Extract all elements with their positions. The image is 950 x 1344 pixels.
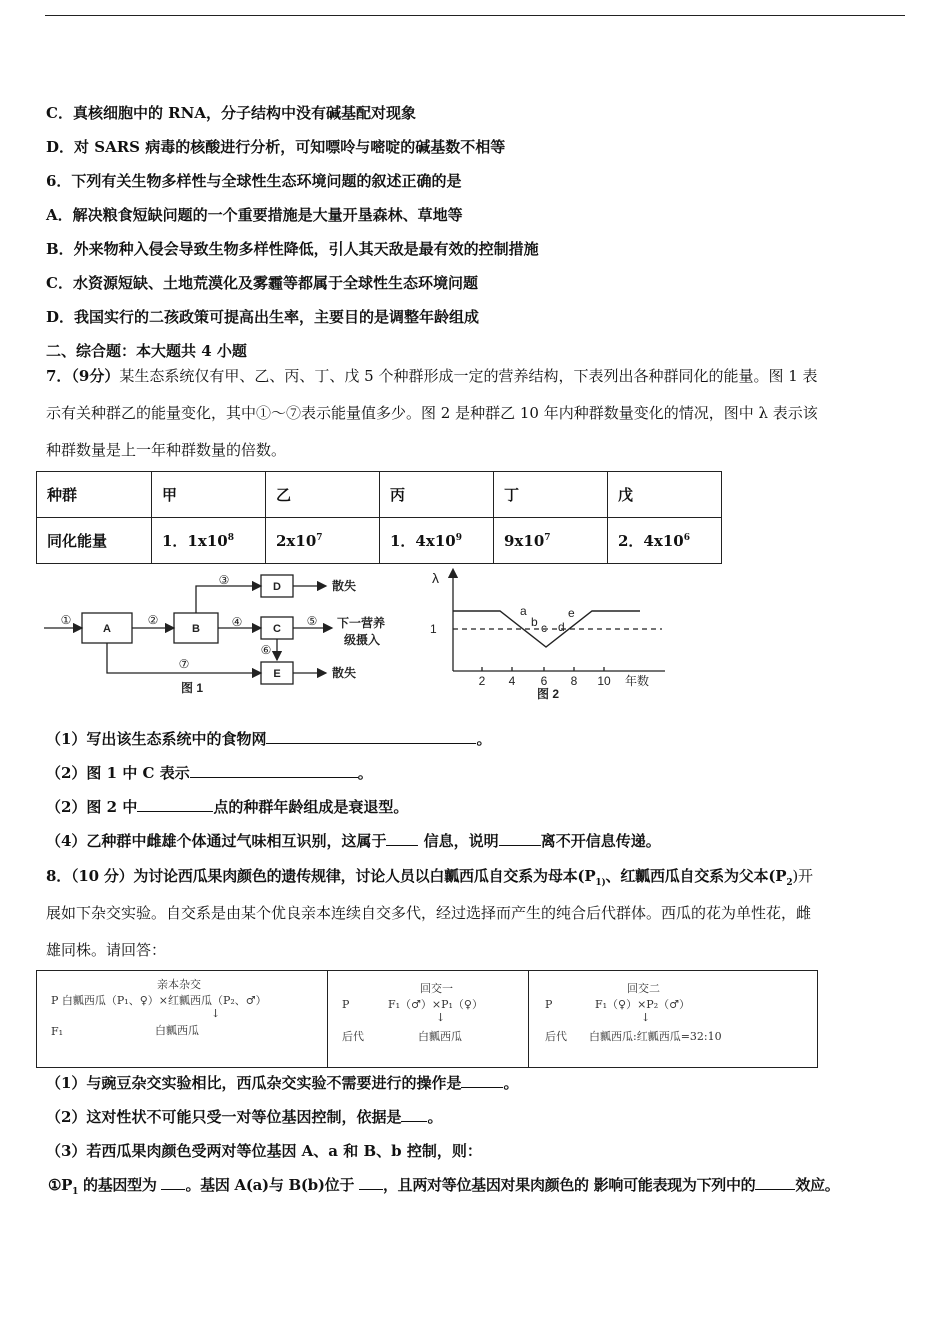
q7-sub4-end: 离不开信息传递。 [540,832,661,850]
cross1-title: 亲本杂交 [157,978,201,991]
table-cell [266,518,380,564]
q8-stem-line1 [46,866,813,893]
cross1-arrow: ↓ [211,1007,221,1020]
cross1-f1-label: F₁ [51,1025,64,1038]
point-c: c [541,621,547,635]
fig1-caption: 图 1 [180,681,204,695]
circle-4: ④ [231,615,243,629]
x-tick: 10 [597,674,611,688]
q8-sub2 [46,1107,442,1127]
answer-blank [359,1175,383,1190]
circle-7: ⑦ [178,657,190,671]
q8-sub3a-text-1: 的基因型为 [78,1176,162,1194]
table-cell: 丁 [494,472,608,518]
q7-sub3-end: 点的种群年龄组成是衰退型。 [213,798,409,816]
x-tick: 2 [478,674,486,688]
answer-blank [190,763,358,778]
energy-exponent: 7 [544,532,551,543]
q7-sub2 [46,763,373,783]
q7-sub2-text: （2）图 1 中 C 表示 [46,764,190,782]
cross3-offspring-label: 后代 [545,1030,567,1043]
table-row [37,518,722,564]
header-rule [45,15,905,16]
next-level-label-1: 下一营养 [337,616,386,630]
q7-sub4 [46,831,661,851]
table-cell [608,518,722,564]
cross3-title: 回交二 [627,982,660,995]
cross2-arrow: ↓ [436,1011,446,1024]
q8-stem-line3: 雄同株。请回答： [46,941,167,959]
q8-sub2-text: （2）这对性状不可能只受一对等位基因控制，依据是 [46,1108,402,1126]
q8-sub3a-text: ①P [48,1176,73,1194]
cross-diagram [36,970,818,1068]
energy-exponent: 9 [455,533,462,543]
q8-sub3a [48,1175,840,1202]
energy-exponent: 7 [316,532,323,543]
circle-1: ① [60,613,72,627]
q8-sub3a-text-2: 。基因 A(a)与 B(b)位于 [185,1176,359,1194]
cross2-offspring: 白瓤西瓜 [418,1030,462,1043]
energy-value: 1．4x10 [390,532,456,550]
table-cell: 戊 [608,472,722,518]
energy-exponent: 8 [227,533,234,543]
q7-sub4-mid: 信息，说明 [418,832,499,850]
table-cell: 丙 [380,472,494,518]
q8-sub1-end: 。 [503,1074,519,1092]
q8-sub-2: 2 [786,878,793,888]
energy-value: 9x10 [504,531,545,550]
loss-label-1: 散失 [332,579,357,593]
point-d: d [558,620,565,634]
box-label-b: B [192,623,200,635]
table-cell [494,518,608,564]
q5-option-d: D．对 SARS 病毒的核酸进行分析，可知嘌呤与嘧啶的碱基数不相等 [46,138,506,156]
q7-sub3-text: （2）图 2 中 [46,798,138,816]
q7-sub4-text: （4）乙种群中雌雄个体通过气味相互识别，这属于 [46,832,387,850]
fig2-caption: 图 2 [536,687,560,701]
next-level-label-2: 级摄入 [344,633,381,647]
cross2-cell [327,971,528,1067]
answer-blank [161,1175,185,1190]
q8-text-1a: 8．（10 分）为讨论西瓜果肉颜色的遗传规律，讨论人员以白瓤西瓜自交系为母本(P [46,867,596,885]
box-label-c: C [273,623,281,635]
circle-5: ⑤ [306,614,318,628]
energy-value: 2．4x10 [618,532,684,550]
table-cell [152,518,266,564]
cross3-p-label: P [545,998,553,1011]
y-axis-label: λ [432,570,439,586]
energy-flow-diagram [44,570,434,700]
cross3-cell [528,971,817,1067]
q7-sub3 [46,797,408,817]
q8-sub3a-text-3: ，且两对等位基因对果肉颜色的 影响可能表现为下列中的 [382,1176,756,1194]
q6-option-d: D．我国实行的二孩政策可提高出生率，主要目的是调整年龄组成 [46,308,480,326]
q8-sub1 [46,1073,518,1093]
loss-label-2: 散失 [332,666,357,680]
x-tick: 6 [540,674,548,688]
q8-text-1b: 、红瓤西瓜自交系为父本(P [605,867,787,885]
q7-sub1-end: 。 [476,730,492,748]
circle-6: ⑥ [260,643,272,657]
table-cell: 同化能量 [37,518,152,564]
box-label-e: E [273,668,281,680]
table-cell [380,518,494,564]
point-e: e [568,606,575,620]
answer-blank [461,1073,503,1088]
table-cell: 甲 [152,472,266,518]
x-tick: 8 [570,674,578,688]
q8-sub1-text: （1）与豌豆杂交实验相比，西瓜杂交实验不需要进行的操作是 [46,1074,462,1092]
q7-number: 7．（9分） [46,367,120,385]
x-axis-unit: 年数 [625,674,650,688]
table-cell: 种群 [37,472,152,518]
cross1-parents: P 白瓤西瓜（P₁、♀）×红瓤西瓜（P₂、♂） [51,994,267,1007]
energy-value: 1．1x10 [162,532,228,550]
y-tick-1: 1 [430,622,437,636]
q6-option-c: C．水资源短缺、土地荒漠化及雾霾等都属于全球性生态环境问题 [46,274,478,292]
q7-sub2-end: 。 [357,764,373,782]
energy-value: 2x10 [276,531,317,550]
point-a: a [520,604,527,618]
answer-blank [401,1107,427,1122]
cross2-parents: F₁（♂）×P₁（♀） [388,998,483,1011]
table-row [37,472,722,518]
answer-blank [386,831,418,846]
circle-3: ③ [218,573,230,587]
q8-text-1c: )开 [792,867,813,885]
q6-stem: 6．下列有关生物多样性与全球性生态环境问题的叙述正确的是 [46,172,462,190]
q6-option-a: A．解决粮食短缺问题的一个重要措施是大量开垦森林、草地等 [46,206,463,224]
box-label-a: A [103,623,111,635]
q8-stem-line2: 展如下杂交实验。自交系是由某个优良亲本连续自交多代，经过选择而产生的纯合后代群体。西瓜的花为单性花，雌 [46,904,812,922]
energy-exponent: 6 [683,533,690,543]
cross2-offspring-label: 后代 [342,1030,364,1043]
cross2-title: 回交一 [420,982,453,995]
cross3-arrow: ↓ [641,1011,651,1024]
q5-option-c: C．真核细胞中的 RNA，分子结构中没有碱基配对现象 [46,104,416,122]
answer-blank [266,729,476,744]
cross2-p-label: P [342,998,350,1011]
q8-sub-1: 1) [595,878,606,888]
q7-stem-line3: 种群数量是上一年种群数量的倍数。 [46,441,287,459]
circle-2: ② [147,613,159,627]
q8-sub3: （3）若西瓜果肉颜色受两对等位基因 A、a 和 B、b 控制，则： [46,1142,482,1160]
cross3-offspring: 白瓤西瓜:红瓤西瓜=32:10 [589,1030,722,1043]
q6-option-b: B．外来物种入侵会导致生物多样性降低，引人其天敌是最有效的控制措施 [46,240,539,258]
answer-blank [499,831,541,846]
q8-sub3a-text-4: 效应。 [795,1176,840,1194]
q8-sub3a-subscript: 1 [72,1187,79,1197]
q8-sub2-end: 。 [427,1108,443,1126]
q7-stem-line2: 示有关种群乙的能量变化，其中①～⑦表示能量值多少。图 2 是种群乙 10 年内种群数量变化的情况，图中 λ 表示该 [46,404,818,422]
cross3-parents: F₁（♀）×P₂（♂） [595,998,690,1011]
q7-sub1-text: （1）写出该生态系统中的食物网 [46,730,267,748]
q7-stem-line1 [46,366,818,386]
q7-sub1 [46,729,491,749]
lambda-chart [420,565,670,705]
cross1-f1-result: 白瓤西瓜 [155,1024,199,1037]
section-heading: 二、综合题：本大题共 4 小题 [46,342,247,360]
answer-blank [137,797,213,812]
q7-text-1: 某生态系统仅有甲、乙、丙、丁、戊 5 个种群形成一定的营养结构，下表列出各种群同化的能量。图 1 表 [119,367,818,385]
box-label-d: D [273,581,281,593]
table-cell: 乙 [266,472,380,518]
x-tick: 4 [508,674,516,688]
energy-table [36,471,722,564]
point-b: b [531,615,538,629]
answer-blank [755,1175,795,1190]
